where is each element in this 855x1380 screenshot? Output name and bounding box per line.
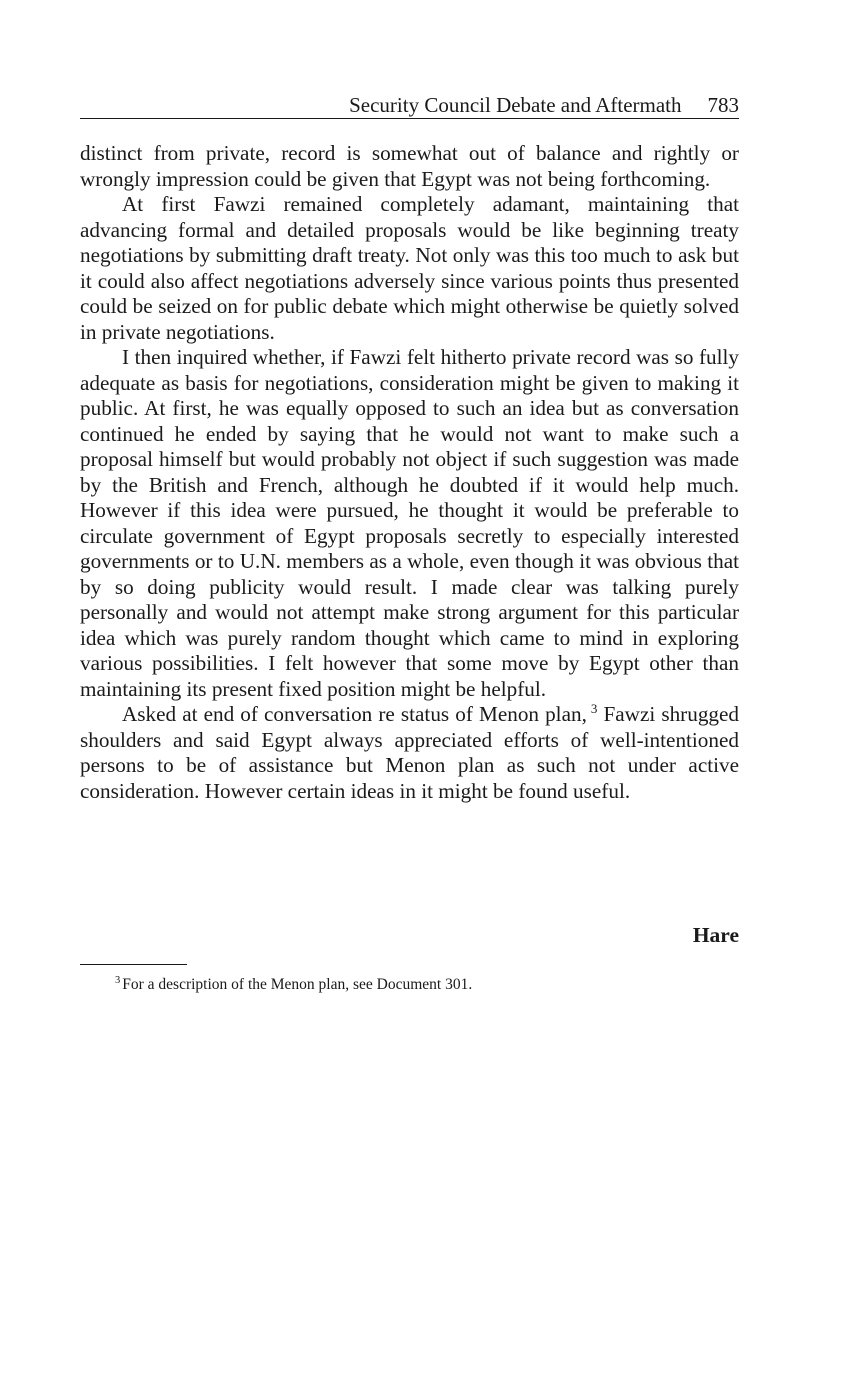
- footnote-divider: [80, 964, 187, 965]
- page-number: 783: [707, 93, 739, 117]
- running-head: [80, 92, 739, 119]
- paragraph-4-end: Fawzi shrugged shoulders and said Egypt always appreciated efforts of well-intentioned persons to be of assistance but Menon plan as such not under active consideration. However certain ideas in it might be found useful.: [80, 702, 739, 803]
- footnote: [115, 975, 472, 995]
- paragraph-4: [80, 702, 739, 804]
- running-head-title: Security Council Debate and Aftermath: [349, 93, 682, 117]
- body-text: [80, 141, 739, 804]
- footnote-reference: 3: [590, 700, 598, 716]
- paragraph-4-start: Asked at end of conversation re status of Menon plan,: [122, 702, 587, 726]
- paragraph-3: I then inquired whether, if Fawzi felt hitherto private record was so fully adequate as basis for negotiations, consideration might be given to making it public. At first, he was equally opposed to such an idea but as conversation continued he ended by saying that he would not want to make such a proposal himself but would probably not object if such suggestion was made by the British and French, although he doubted if it would help much. However if this idea were pursued, he thought it would be preferable to circulate government of Egypt proposals secretly to especially interested governments or to U.N. members as a whole, even though it was obvious that by so doing publicity would result. I made clear was talking purely personally and would not attempt make strong argument for this particular idea which was purely random thought which came to mind in exploring various possibilities. I felt however that some move by Egypt other than maintaining its present fixed position might be helpful.: [80, 345, 739, 701]
- signature: Hare: [692, 923, 739, 947]
- footnote-text: For a description of the Menon plan, see Document 301.: [122, 976, 473, 993]
- footnote-mark: 3: [115, 974, 121, 986]
- paragraph-2: At first Fawzi remained completely adamant, maintaining that advancing formal and detailed proposals would be like beginning treaty negotiations by submitting draft treaty. Not only was this too much to ask but it could also affect negotiations adversely since various points thus presented could be seized on for public debate which might otherwise be quietly solved in private negotiations.: [80, 192, 739, 344]
- paragraph-1: distinct from private, record is somewhat out of balance and rightly or wrongly impression could be given that Egypt was not being forthcoming.: [80, 141, 739, 191]
